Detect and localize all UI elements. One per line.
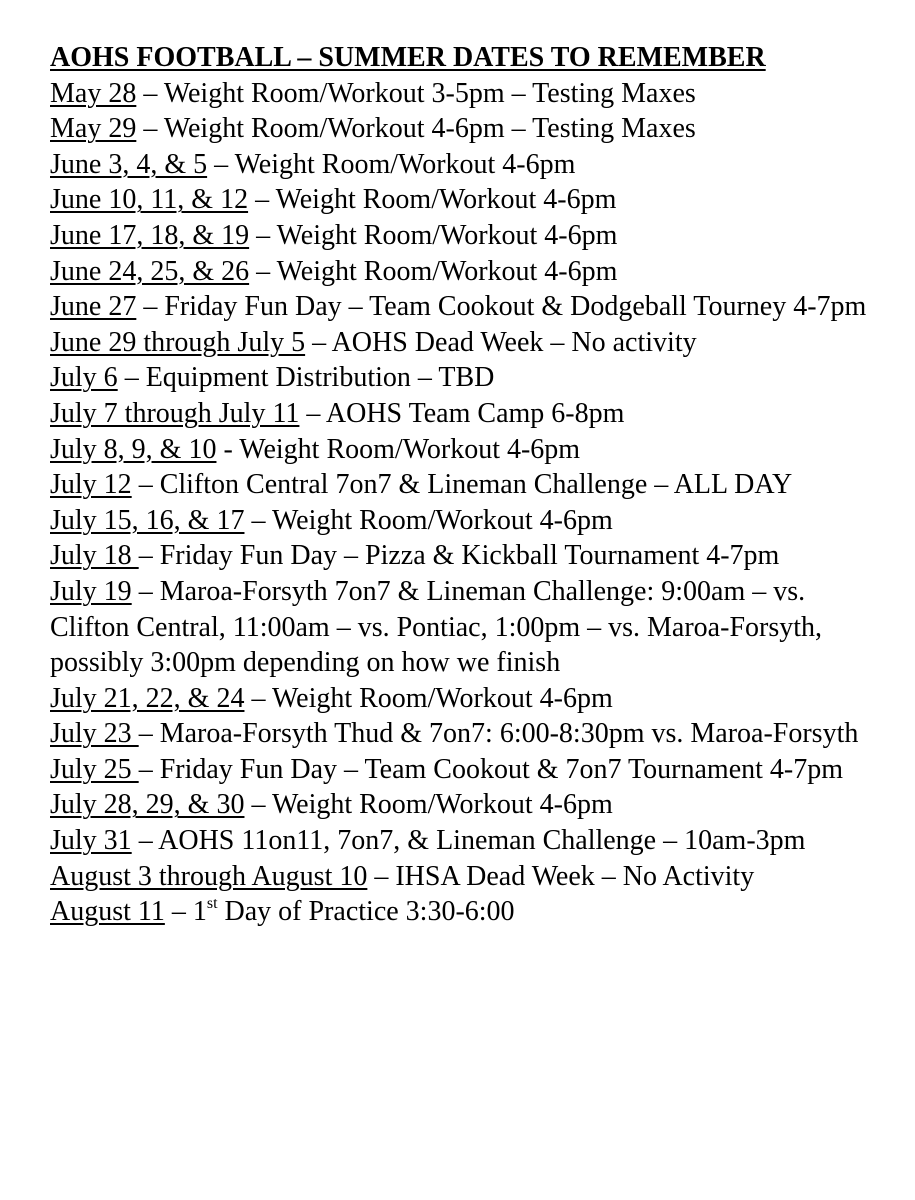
entry-text: – Weight Room/Workout 4-6pm bbox=[244, 682, 613, 714]
schedule-entry-18 bbox=[50, 752, 870, 788]
entry-text: – AOHS Team Camp 6-8pm bbox=[299, 397, 625, 429]
schedule-entry-4 bbox=[50, 182, 870, 218]
ordinal-superscript: st bbox=[206, 895, 218, 913]
schedule-entry-16 bbox=[50, 681, 870, 717]
entry-date: July 8, 9, & 10 bbox=[50, 433, 217, 465]
schedule-entry-3 bbox=[50, 147, 870, 183]
entry-text: – Weight Room/Workout 4-6pm bbox=[249, 255, 618, 287]
entry-date: July 23 bbox=[50, 718, 139, 750]
entry-text: – Weight Room/Workout 4-6pm bbox=[244, 504, 613, 536]
schedule-entry-1 bbox=[50, 76, 870, 112]
entry-text: – Weight Room/Workout 4-6pm – Testing Maxes bbox=[136, 113, 696, 145]
entry-date: June 24, 25, & 26 bbox=[50, 255, 250, 287]
entry-date: June 10, 11, & 12 bbox=[50, 184, 249, 216]
entry-date: June 29 through July 5 bbox=[50, 326, 306, 358]
schedule-entry-12 bbox=[50, 467, 870, 503]
schedule-entry-19 bbox=[50, 787, 870, 823]
entry-date: June 3, 4, & 5 bbox=[50, 148, 208, 180]
entry-date: July 19 bbox=[50, 575, 132, 607]
schedule-entry-8 bbox=[50, 325, 870, 361]
schedule-entry-5 bbox=[50, 218, 870, 254]
entry-text: – Weight Room/Workout 4-6pm bbox=[207, 148, 576, 180]
entry-date: May 29 bbox=[50, 113, 137, 145]
document-page bbox=[50, 40, 870, 930]
entry-date: June 17, 18, & 19 bbox=[50, 219, 250, 251]
schedule-entry-7 bbox=[50, 289, 870, 325]
entry-date: July 21, 22, & 24 bbox=[50, 682, 245, 714]
schedule-entry-9 bbox=[50, 360, 870, 396]
entry-text: – Equipment Distribution – TBD bbox=[117, 362, 495, 394]
entry-date: June 27 bbox=[50, 291, 137, 323]
entry-text: – Weight Room/Workout 4-6pm bbox=[244, 789, 613, 821]
entry-date: July 28, 29, & 30 bbox=[50, 789, 245, 821]
schedule-entry-14 bbox=[50, 538, 870, 574]
entry-date: July 18 bbox=[50, 540, 139, 572]
entry-date: May 28 bbox=[50, 77, 137, 109]
entry-date: July 31 bbox=[50, 825, 132, 857]
schedule-entry-20 bbox=[50, 823, 870, 859]
schedule-entry-6 bbox=[50, 254, 870, 290]
entry-text: – AOHS Dead Week – No activity bbox=[305, 326, 697, 358]
page-title: AOHS FOOTBALL – SUMMER DATES TO REMEMBER bbox=[50, 42, 766, 73]
entry-text: Day of Practice 3:30-6:00 bbox=[217, 896, 515, 928]
schedule-entry-17 bbox=[50, 716, 870, 752]
entry-date: July 12 bbox=[50, 469, 132, 501]
entry-text: – IHSA Dead Week – No Activity bbox=[367, 860, 755, 892]
entry-text: – Weight Room/Workout 3-5pm – Testing Maxes bbox=[136, 77, 696, 109]
entry-text: – Maroa-Forsyth 7on7 & Lineman Challenge: 9:00am – vs. Clifton Central, 11:00am – vs. Pontiac, 1:00pm – vs. Maroa-Forsyth, possibly 3:00pm depending on how we finish bbox=[50, 575, 823, 679]
entry-text: - Weight Room/Workout 4-6pm bbox=[216, 433, 581, 465]
schedule-entry-2 bbox=[50, 111, 870, 147]
schedule-entry-21 bbox=[50, 859, 870, 895]
schedule-entry-10 bbox=[50, 396, 870, 432]
entry-date: August 11 bbox=[50, 896, 165, 928]
entry-text: – Maroa-Forsyth Thud & 7on7: 6:00-8:30pm vs. Maroa-Forsyth bbox=[138, 718, 859, 750]
entry-text: – Friday Fun Day – Team Cookout & Dodgeball Tourney 4-7pm bbox=[136, 291, 867, 323]
entry-date: July 6 bbox=[50, 362, 118, 394]
entry-text: – Weight Room/Workout 4-6pm bbox=[249, 219, 618, 251]
entry-date: July 25 bbox=[50, 753, 139, 785]
schedule-entry-22 bbox=[50, 894, 870, 930]
entry-text: – AOHS 11on11, 7on7, & Lineman Challenge – 10am-3pm bbox=[131, 825, 806, 857]
entry-text: – Clifton Central 7on7 & Lineman Challenge – ALL DAY bbox=[131, 469, 793, 501]
schedule-entry-13 bbox=[50, 503, 870, 539]
schedule-entry-11 bbox=[50, 432, 870, 468]
entry-date: August 3 through August 10 bbox=[50, 860, 368, 892]
schedule-entry-15 bbox=[50, 574, 870, 681]
entry-text: – Weight Room/Workout 4-6pm bbox=[248, 184, 617, 216]
entry-text-prefix: – 1 bbox=[164, 896, 207, 928]
entry-date: July 15, 16, & 17 bbox=[50, 504, 245, 536]
entry-date: July 7 through July 11 bbox=[50, 397, 300, 429]
entry-text: – Friday Fun Day – Team Cookout & 7on7 Tournament 4-7pm bbox=[138, 753, 844, 785]
entry-text: – Friday Fun Day – Pizza & Kickball Tournament 4-7pm bbox=[138, 540, 780, 572]
